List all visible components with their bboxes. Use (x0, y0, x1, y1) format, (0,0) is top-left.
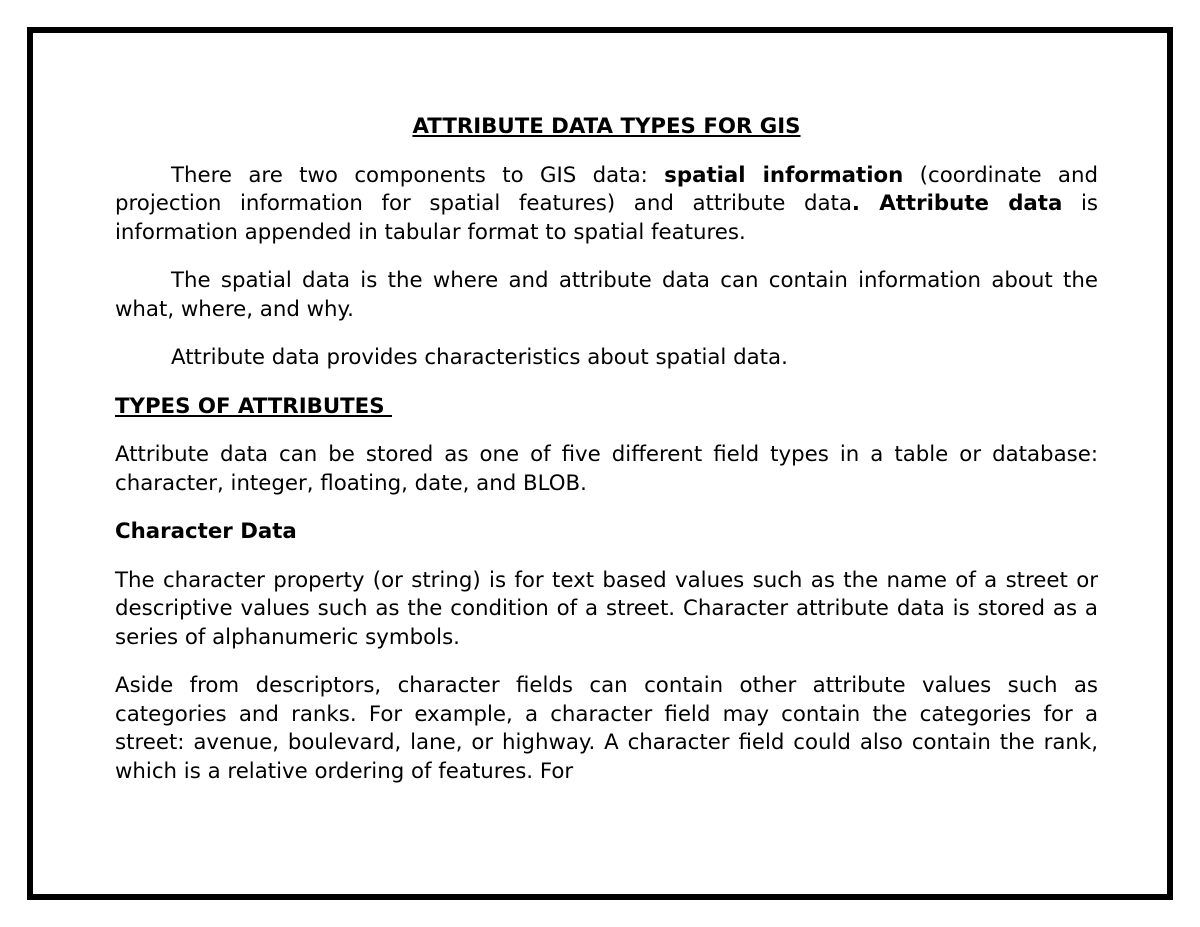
paragraph-text: is information appended in tabular format to spatial features. (115, 191, 1098, 245)
bold-term-attribute-data: . Attribute data (851, 191, 1063, 216)
paragraph-text: There are two components to GIS data: (171, 162, 665, 188)
paragraph-character-fields: Aside from descriptors, character fields can contain other attribute values such as categories and ranks. For example, a character field may contain the categories for a street: avenue, boulevard, lane, or highway. A character field could also contain the rank, which is a relative ordering of features. For (115, 673, 1098, 784)
bold-term-spatial-information: spatial information (664, 162, 904, 188)
section-heading-types-of-attributes: TYPES OF ATTRIBUTES (115, 393, 392, 419)
document-body (115, 113, 1098, 806)
paragraph-text: (coordinate and projection information for spatial features) and attribute data (115, 162, 1098, 216)
paragraph-attribute-characteristics: Attribute data provides characteristics about spatial data. (171, 345, 788, 370)
document-title: ATTRIBUTE DATA TYPES FOR GIS (412, 114, 801, 139)
paragraph-spatial-where: The spatial data is the where and attribute data can contain information about the what, where, and why. (115, 268, 1098, 322)
paragraph-gis-components (115, 162, 1098, 248)
paragraph-field-types: Attribute data can be stored as one of five different field types in a table or database: character, integer, floating, date, and BLOB. (115, 442, 1098, 496)
paragraph-character-property: The character property (or string) is for text based values such as the name of a street or descriptive values such as the condition of a street. Character attribute data is stored as a series of alphanumeric symbols. (115, 567, 1098, 650)
subheading-character-data: Character Data (115, 519, 297, 544)
document-page (27, 27, 1173, 900)
